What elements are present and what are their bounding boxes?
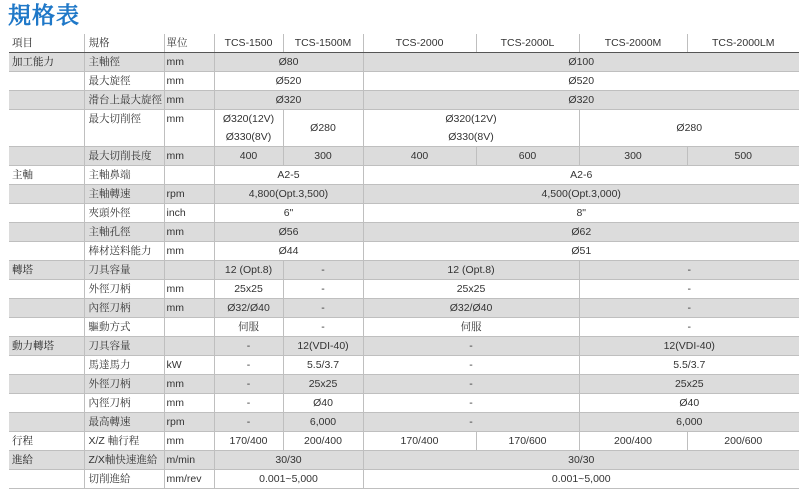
spec-label: 外徑刀柄	[84, 280, 164, 299]
header-model: TCS-1500	[214, 34, 283, 53]
value-cell: 25x25	[579, 375, 799, 394]
spec-label: 內徑刀柄	[84, 394, 164, 413]
value-cell: -	[579, 261, 799, 280]
value-cell: Ø56	[214, 223, 363, 242]
group-label: 動力轉塔	[9, 337, 84, 356]
value-cell: 6,000	[283, 413, 363, 432]
table-row	[9, 185, 799, 204]
group-label: 進給	[9, 451, 84, 470]
header-model: TCS-2000LM	[687, 34, 799, 53]
unit-cell: mm	[164, 91, 214, 110]
spec-label: 主軸孔徑	[84, 223, 164, 242]
value-cell: 5.5/3.7	[579, 356, 799, 375]
value-cell: -	[579, 299, 799, 318]
table-row	[9, 72, 799, 91]
value-cell: 300	[579, 147, 687, 166]
value-cell: -	[214, 337, 283, 356]
unit-cell	[164, 166, 214, 185]
value-cell: -	[283, 280, 363, 299]
value-cell: Ø40	[579, 394, 799, 413]
unit-cell: mm	[164, 147, 214, 166]
value-cell: Ø32/Ø40	[214, 299, 283, 318]
spec-label: 棒材送料能力	[84, 242, 164, 261]
header-item: 項目	[9, 34, 84, 53]
header-model: TCS-2000	[363, 34, 476, 53]
table-row	[9, 413, 799, 432]
value-cell: Ø320	[214, 91, 363, 110]
unit-cell: mm	[164, 72, 214, 91]
table-row	[9, 147, 799, 166]
value-cell: 0.001~5,000	[363, 470, 799, 489]
value-cell: -	[283, 299, 363, 318]
table-row	[9, 166, 799, 185]
table-row	[9, 394, 799, 413]
table-row	[9, 242, 799, 261]
header-unit: 單位	[164, 34, 214, 53]
table-row	[9, 204, 799, 223]
value-cell: 0.001~5,000	[214, 470, 363, 489]
spec-label: 外徑刀柄	[84, 375, 164, 394]
value-cell: Ø320(12V) Ø330(8V)	[363, 110, 579, 147]
header-model: TCS-2000M	[579, 34, 687, 53]
unit-cell: mm/rev	[164, 470, 214, 489]
spec-label: 最大切削徑	[84, 110, 164, 147]
value-cell: Ø280	[283, 110, 363, 147]
value-cell: 170/400	[363, 432, 476, 451]
value-cell: A2-5	[214, 166, 363, 185]
value-cell: 500	[687, 147, 799, 166]
table-row	[9, 53, 799, 72]
value-cell: -	[214, 375, 283, 394]
unit-cell: mm	[164, 110, 214, 147]
value-cell: 25x25	[283, 375, 363, 394]
value-cell: 200/400	[579, 432, 687, 451]
value-cell: 600	[476, 147, 579, 166]
spec-label: 切削進給	[84, 470, 164, 489]
unit-cell: mm	[164, 242, 214, 261]
table-row	[9, 280, 799, 299]
unit-cell: mm	[164, 280, 214, 299]
spec-label: 主軸轉速	[84, 185, 164, 204]
value-cell: 12 (Opt.8)	[214, 261, 283, 280]
unit-cell	[164, 318, 214, 337]
header-spec: 規格	[84, 34, 164, 53]
table-row	[9, 110, 799, 147]
unit-cell	[164, 261, 214, 280]
header-row	[9, 34, 799, 53]
value-cell: 400	[363, 147, 476, 166]
value-cell: -	[363, 394, 579, 413]
value-cell: Ø80	[214, 53, 363, 72]
group-label: 轉塔	[9, 261, 84, 280]
value-cell: Ø280	[579, 110, 799, 147]
spec-label: 最高轉速	[84, 413, 164, 432]
table-row	[9, 299, 799, 318]
table-row	[9, 337, 799, 356]
value-cell: 5.5/3.7	[283, 356, 363, 375]
value-cell: Ø520	[363, 72, 799, 91]
header-model: TCS-1500M	[283, 34, 363, 53]
unit-cell: mm	[164, 432, 214, 451]
spec-label: 主軸徑	[84, 53, 164, 72]
value-cell: 伺服	[214, 318, 283, 337]
value-cell: -	[363, 413, 579, 432]
value-cell: -	[579, 318, 799, 337]
value-cell: 6"	[214, 204, 363, 223]
group-label: 加工能力	[9, 53, 84, 72]
value-cell: 30/30	[363, 451, 799, 470]
table-row	[9, 432, 799, 451]
group-label: 行程	[9, 432, 84, 451]
table-row	[9, 470, 799, 489]
value-cell: -	[363, 356, 579, 375]
value-cell: 12 (Opt.8)	[363, 261, 579, 280]
value-cell: -	[283, 318, 363, 337]
value-cell: 25x25	[363, 280, 579, 299]
value-cell: Ø51	[363, 242, 799, 261]
value-cell: Ø40	[283, 394, 363, 413]
value-cell: Ø320	[363, 91, 799, 110]
spec-label: 最大旋徑	[84, 72, 164, 91]
group-label: 主軸	[9, 166, 84, 185]
value-cell: 12(VDI-40)	[579, 337, 799, 356]
spec-label: 最大切削長度	[84, 147, 164, 166]
page-title: 規格表	[8, 2, 80, 28]
value-cell: 25x25	[214, 280, 283, 299]
value-cell: 6,000	[579, 413, 799, 432]
value-cell: 30/30	[214, 451, 363, 470]
table-row	[9, 223, 799, 242]
value-cell: -	[579, 280, 799, 299]
table-row	[9, 356, 799, 375]
unit-cell: rpm	[164, 185, 214, 204]
table-row	[9, 91, 799, 110]
spec-label: 刀具容量	[84, 261, 164, 280]
table-row	[9, 261, 799, 280]
spec-label: 滑台上最大旋徑	[84, 91, 164, 110]
value-cell: -	[363, 375, 579, 394]
spec-label: 驅動方式	[84, 318, 164, 337]
value-cell: 200/400	[283, 432, 363, 451]
value-cell: 170/600	[476, 432, 579, 451]
spec-label: X/Z 軸行程	[84, 432, 164, 451]
value-cell: -	[214, 356, 283, 375]
value-cell: -	[214, 394, 283, 413]
value-cell: Ø520	[214, 72, 363, 91]
unit-cell: mm	[164, 394, 214, 413]
unit-cell: mm	[164, 375, 214, 394]
value-cell: 300	[283, 147, 363, 166]
value-cell: Ø320(12V) Ø330(8V)	[214, 110, 283, 147]
value-cell: A2-6	[363, 166, 799, 185]
table-row	[9, 451, 799, 470]
value-cell: 200/600	[687, 432, 799, 451]
unit-cell: kW	[164, 356, 214, 375]
unit-cell: inch	[164, 204, 214, 223]
spec-label: 馬達馬力	[84, 356, 164, 375]
value-cell: Ø100	[363, 53, 799, 72]
value-cell: Ø44	[214, 242, 363, 261]
value-cell: -	[283, 261, 363, 280]
header-model: TCS-2000L	[476, 34, 579, 53]
unit-cell: mm	[164, 223, 214, 242]
unit-cell: mm	[164, 53, 214, 72]
unit-cell: mm	[164, 299, 214, 318]
value-cell: -	[214, 413, 283, 432]
value-cell: 伺服	[363, 318, 579, 337]
unit-cell: m/min	[164, 451, 214, 470]
value-cell: -	[363, 337, 579, 356]
spec-label: 刀具容量	[84, 337, 164, 356]
table-row	[9, 318, 799, 337]
value-cell: Ø62	[363, 223, 799, 242]
value-cell: 170/400	[214, 432, 283, 451]
spec-label: 主軸鼻端	[84, 166, 164, 185]
spec-label: Z/X軸快速進給	[84, 451, 164, 470]
value-cell: 4,800(Opt.3,500)	[214, 185, 363, 204]
value-cell: 8"	[363, 204, 799, 223]
value-cell: 4,500(Opt.3,000)	[363, 185, 799, 204]
spec-label: 夾頭外徑	[84, 204, 164, 223]
unit-cell	[164, 337, 214, 356]
spec-table	[9, 34, 799, 489]
spec-label: 內徑刀柄	[84, 299, 164, 318]
unit-cell: rpm	[164, 413, 214, 432]
table-row	[9, 375, 799, 394]
value-cell: Ø32/Ø40	[363, 299, 579, 318]
value-cell: 400	[214, 147, 283, 166]
value-cell: 12(VDI-40)	[283, 337, 363, 356]
